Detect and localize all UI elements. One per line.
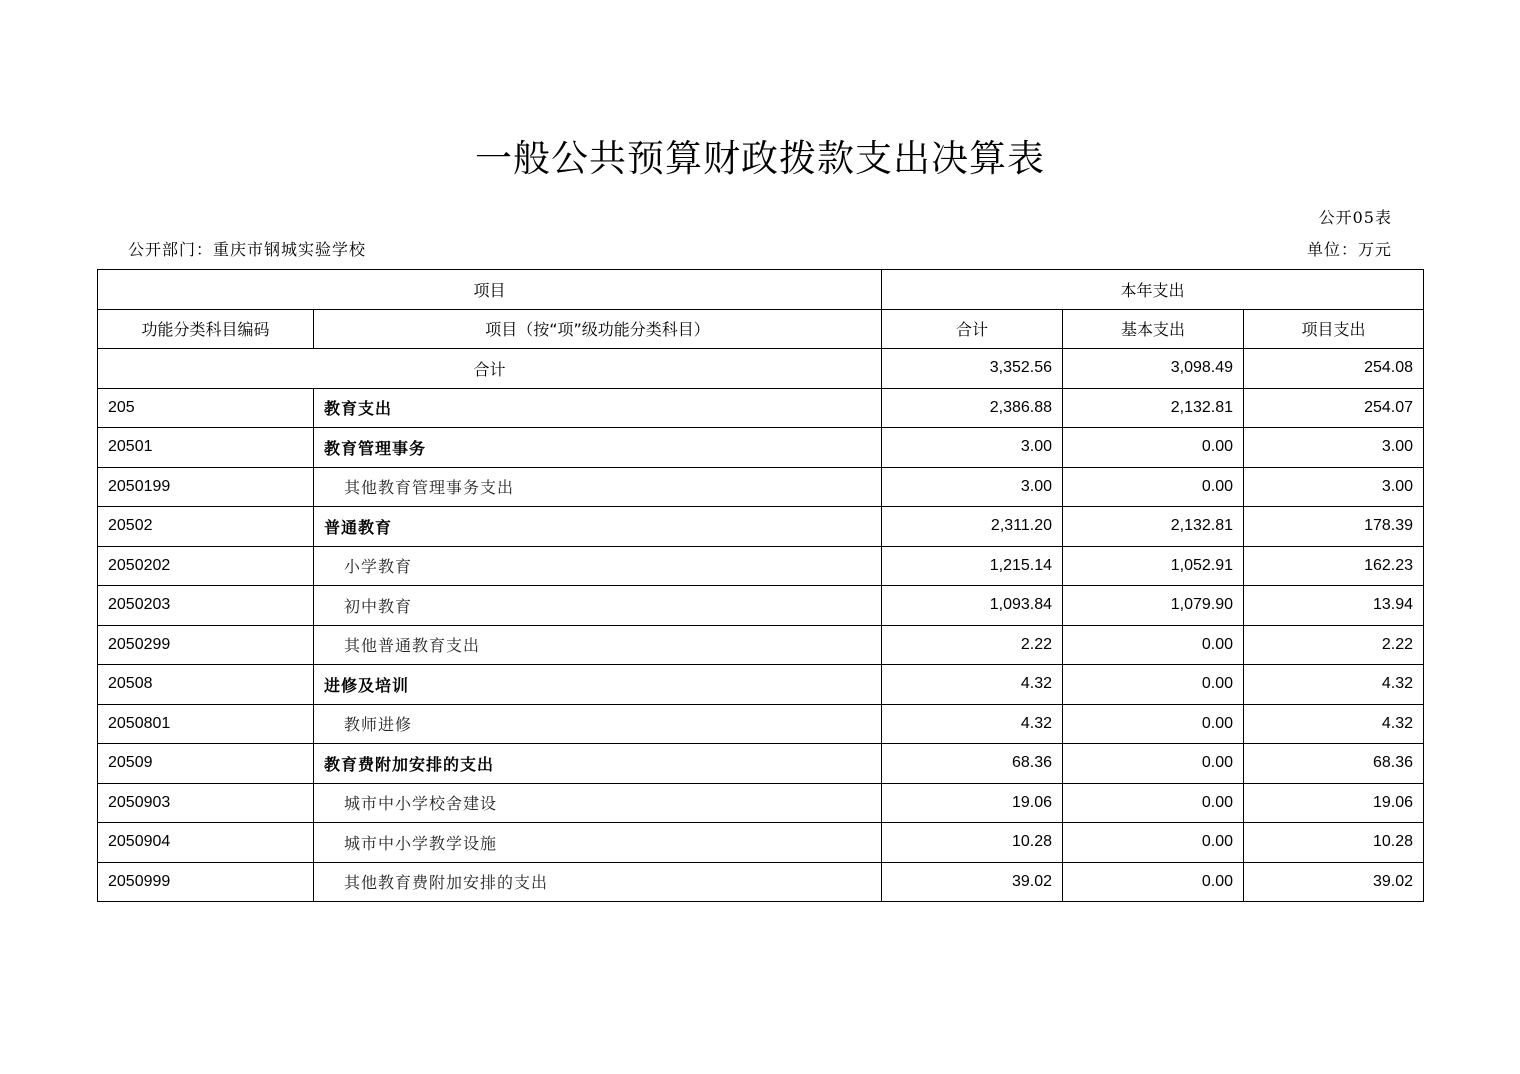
- total-row: [98, 349, 1424, 389]
- table-row: [98, 507, 1424, 547]
- row-code: 20501: [98, 428, 314, 468]
- row-project: 162.23: [1244, 546, 1424, 586]
- row-basic: 1,079.90: [1063, 586, 1244, 626]
- row-total: 1,215.14: [882, 546, 1063, 586]
- header-row-group: [98, 270, 1424, 310]
- table-row: [98, 586, 1424, 626]
- table-row: [98, 665, 1424, 705]
- row-code: 20502: [98, 507, 314, 547]
- department-label: 公开部门：重庆市钢城实验学校: [128, 240, 367, 259]
- row-code: 2050202: [98, 546, 314, 586]
- header-total: 合计: [882, 309, 1063, 349]
- row-name: 教育支出: [314, 388, 882, 428]
- row-total: 2,386.88: [882, 388, 1063, 428]
- row-basic: 0.00: [1063, 862, 1244, 902]
- row-code: 20508: [98, 665, 314, 705]
- row-code: 205: [98, 388, 314, 428]
- table-row: [98, 783, 1424, 823]
- total-amount: 3,352.56: [882, 349, 1063, 389]
- header-project: 项目支出: [1244, 309, 1424, 349]
- row-basic: 0.00: [1063, 665, 1244, 705]
- row-project: 13.94: [1244, 586, 1424, 626]
- row-code: 2050999: [98, 862, 314, 902]
- header-row-columns: [98, 309, 1424, 349]
- row-code: 2050904: [98, 823, 314, 863]
- row-name: 教育管理事务: [314, 428, 882, 468]
- row-name: 城市中小学校舍建设: [314, 783, 882, 823]
- row-total: 10.28: [882, 823, 1063, 863]
- table-row: [98, 546, 1424, 586]
- row-total: 2,311.20: [882, 507, 1063, 547]
- row-total: 3.00: [882, 428, 1063, 468]
- total-label: 合计: [98, 349, 882, 389]
- table-row: [98, 862, 1424, 902]
- total-project: 254.08: [1244, 349, 1424, 389]
- row-name: 教师进修: [314, 704, 882, 744]
- table-row: [98, 625, 1424, 665]
- table-row: [98, 744, 1424, 784]
- row-name: 初中教育: [314, 586, 882, 626]
- header-basic: 基本支出: [1063, 309, 1244, 349]
- row-total: 19.06: [882, 783, 1063, 823]
- row-basic: 0.00: [1063, 467, 1244, 507]
- row-total: 4.32: [882, 665, 1063, 705]
- header-code: 功能分类科目编码: [98, 309, 314, 349]
- row-total: 39.02: [882, 862, 1063, 902]
- row-name: 城市中小学教学设施: [314, 823, 882, 863]
- row-code: 2050299: [98, 625, 314, 665]
- table-row: [98, 388, 1424, 428]
- row-project: 3.00: [1244, 428, 1424, 468]
- table-row: [98, 823, 1424, 863]
- table-row: [98, 704, 1424, 744]
- row-name: 普通教育: [314, 507, 882, 547]
- row-basic: 0.00: [1063, 704, 1244, 744]
- row-total: 68.36: [882, 744, 1063, 784]
- row-name: 其他普通教育支出: [314, 625, 882, 665]
- table-row: [98, 467, 1424, 507]
- row-basic: 0.00: [1063, 823, 1244, 863]
- row-code: 2050199: [98, 467, 314, 507]
- row-project: 2.22: [1244, 625, 1424, 665]
- row-code: 20509: [98, 744, 314, 784]
- row-project: 19.06: [1244, 783, 1424, 823]
- page-title: 一般公共预算财政拨款支出决算表: [475, 137, 1045, 180]
- row-basic: 2,132.81: [1063, 388, 1244, 428]
- row-code: 2050203: [98, 586, 314, 626]
- row-basic: 2,132.81: [1063, 507, 1244, 547]
- table-code: 公开05表: [1318, 208, 1392, 227]
- row-total: 1,093.84: [882, 586, 1063, 626]
- row-total: 4.32: [882, 704, 1063, 744]
- row-name: 其他教育管理事务支出: [314, 467, 882, 507]
- row-basic: 0.00: [1063, 625, 1244, 665]
- header-expense-group: 本年支出: [882, 270, 1424, 310]
- row-basic: 0.00: [1063, 428, 1244, 468]
- row-name: 小学教育: [314, 546, 882, 586]
- header-project-group: 项目: [98, 270, 882, 310]
- row-basic: 0.00: [1063, 783, 1244, 823]
- unit-label: 单位：万元: [1306, 240, 1392, 259]
- row-total: 3.00: [882, 467, 1063, 507]
- total-basic: 3,098.49: [1063, 349, 1244, 389]
- table-row: [98, 428, 1424, 468]
- row-project: 68.36: [1244, 744, 1424, 784]
- expenditure-table: [97, 269, 1424, 902]
- row-code: 2050801: [98, 704, 314, 744]
- row-basic: 0.00: [1063, 744, 1244, 784]
- row-name: 其他教育费附加安排的支出: [314, 862, 882, 902]
- row-project: 178.39: [1244, 507, 1424, 547]
- row-project: 4.32: [1244, 704, 1424, 744]
- row-project: 3.00: [1244, 467, 1424, 507]
- row-name: 进修及培训: [314, 665, 882, 705]
- header-name: 项目（按“项”级功能分类科目）: [314, 309, 882, 349]
- row-total: 2.22: [882, 625, 1063, 665]
- row-code: 2050903: [98, 783, 314, 823]
- row-project: 10.28: [1244, 823, 1424, 863]
- row-project: 254.07: [1244, 388, 1424, 428]
- row-project: 4.32: [1244, 665, 1424, 705]
- row-project: 39.02: [1244, 862, 1424, 902]
- row-name: 教育费附加安排的支出: [314, 744, 882, 784]
- row-basic: 1,052.91: [1063, 546, 1244, 586]
